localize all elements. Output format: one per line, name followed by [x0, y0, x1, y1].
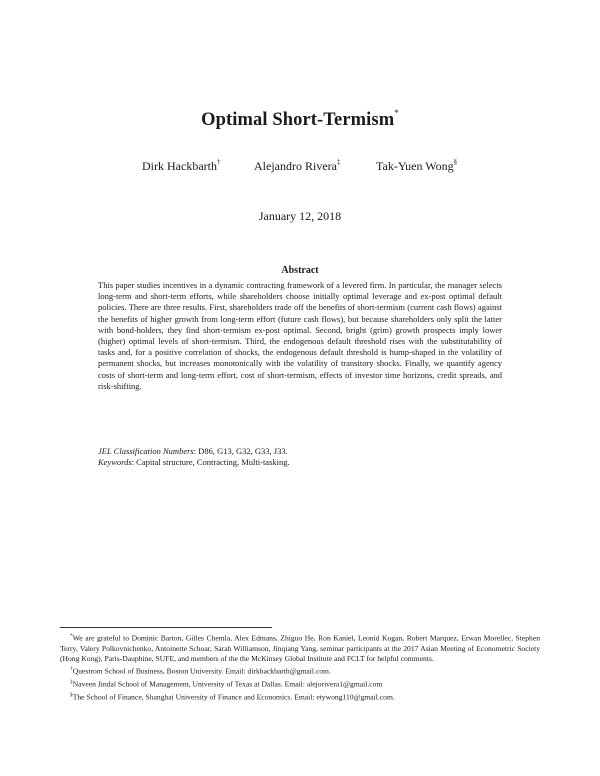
- footnote-text: Naveen Jindal School of Management, University of Texas at Dallas. Email: alejorivera1@gmail.com: [72, 679, 383, 689]
- author-name: Dirk Hackbarth: [142, 159, 217, 173]
- keywords: [98, 457, 502, 468]
- jel-label: JEL Classification Numbers: [98, 446, 194, 456]
- abstract-text: This paper studies incentives in a dynamic contracting framework of a levered firm. In particular, the manager selects long-term and short-term efforts, while shareholders choose initially optimal leverage and ex-post optimal default policies. There are three results. First, shareholders trade off the benefits of short-termism (current cash flows) against the benefits of higher growth from long-term effort (future cash flows), but because shareholders only split the latter with bond-holders, they find short-termism ex-post optimal. Second, bright (grim) growth prospects imply lower (higher) optimal levels of short-termism. Third, the endogenous default threshold rises with the substitutability of tasks and, for a positive correlation of shocks, the endogenous default threshold is hump-shaped in the volatility of permanent shocks, but increases monotonically with the volatility of transitory shocks. Finally, we quantify agency costs of short-term and long-term effort, cost of short-termism, effects of investor time horizons, credit spreads, and risk-shifting.: [98, 280, 502, 391]
- abstract-heading: Abstract: [281, 265, 319, 276]
- footnote-author-3: [60, 690, 540, 703]
- author-3: [376, 158, 457, 174]
- author-2: [254, 158, 340, 174]
- jel-classification: [98, 446, 502, 457]
- author-name: Tak-Yuen Wong: [376, 159, 454, 173]
- footnote-mark: †: [70, 666, 73, 673]
- footnote-text: Questrom School of Business, Boston University. Email: dirkhackbarth@gmail.com.: [72, 666, 331, 676]
- author-list: [0, 158, 600, 178]
- author-mark: §: [453, 158, 458, 166]
- footnote-mark: ‡: [70, 678, 73, 685]
- paper-date: January 12, 2018: [258, 209, 342, 223]
- author-1: [142, 158, 220, 174]
- footnote-author-1: [60, 664, 540, 677]
- footnote-acknowledgements: [60, 631, 540, 664]
- footnote-text: The School of Finance, Shanghai University of Finance and Economics. Email: etywong110@gmail.com.: [72, 692, 395, 702]
- jel-value: : D86, G13, G32, G33, J33.: [193, 446, 288, 456]
- footnote-divider: [60, 627, 272, 628]
- footnote-author-2: [60, 677, 540, 690]
- keywords-label: Keywords: [98, 457, 132, 467]
- footnote-mark: §: [70, 691, 73, 698]
- keywords-value: : Capital structure, Contracting, Multi-tasking.: [131, 457, 290, 467]
- author-name: Alejandro Rivera: [254, 159, 337, 173]
- abstract-body: [98, 280, 502, 392]
- footnote-mark: *: [70, 633, 73, 639]
- paper-title: [0, 108, 600, 131]
- author-mark: †: [216, 158, 221, 166]
- paper-title-text: Optimal Short-Termism: [201, 110, 395, 130]
- title-footnote-mark: *: [394, 108, 399, 118]
- footnote-text: We are grateful to Dominic Barton, Gilles Chemla, Alex Edmans, Zhiguo He, Ron Kaniel, Leonid Kogan, Robert Marquez, Erwan Morellec, Stephen Terry, Valery Polkovnichenko, Antoinette Schoar, Sarah Williamson, Jinqiang Yang, seminar participants at the 2017 Asian Meeting of Econometric Society (Hong Kong), Paris-Dauphine, SUFE, and members of the the McKinsey Global Institute and FCLT for helpful comments.: [60, 633, 540, 663]
- author-mark: ‡: [336, 158, 341, 166]
- footnotes: [60, 631, 540, 702]
